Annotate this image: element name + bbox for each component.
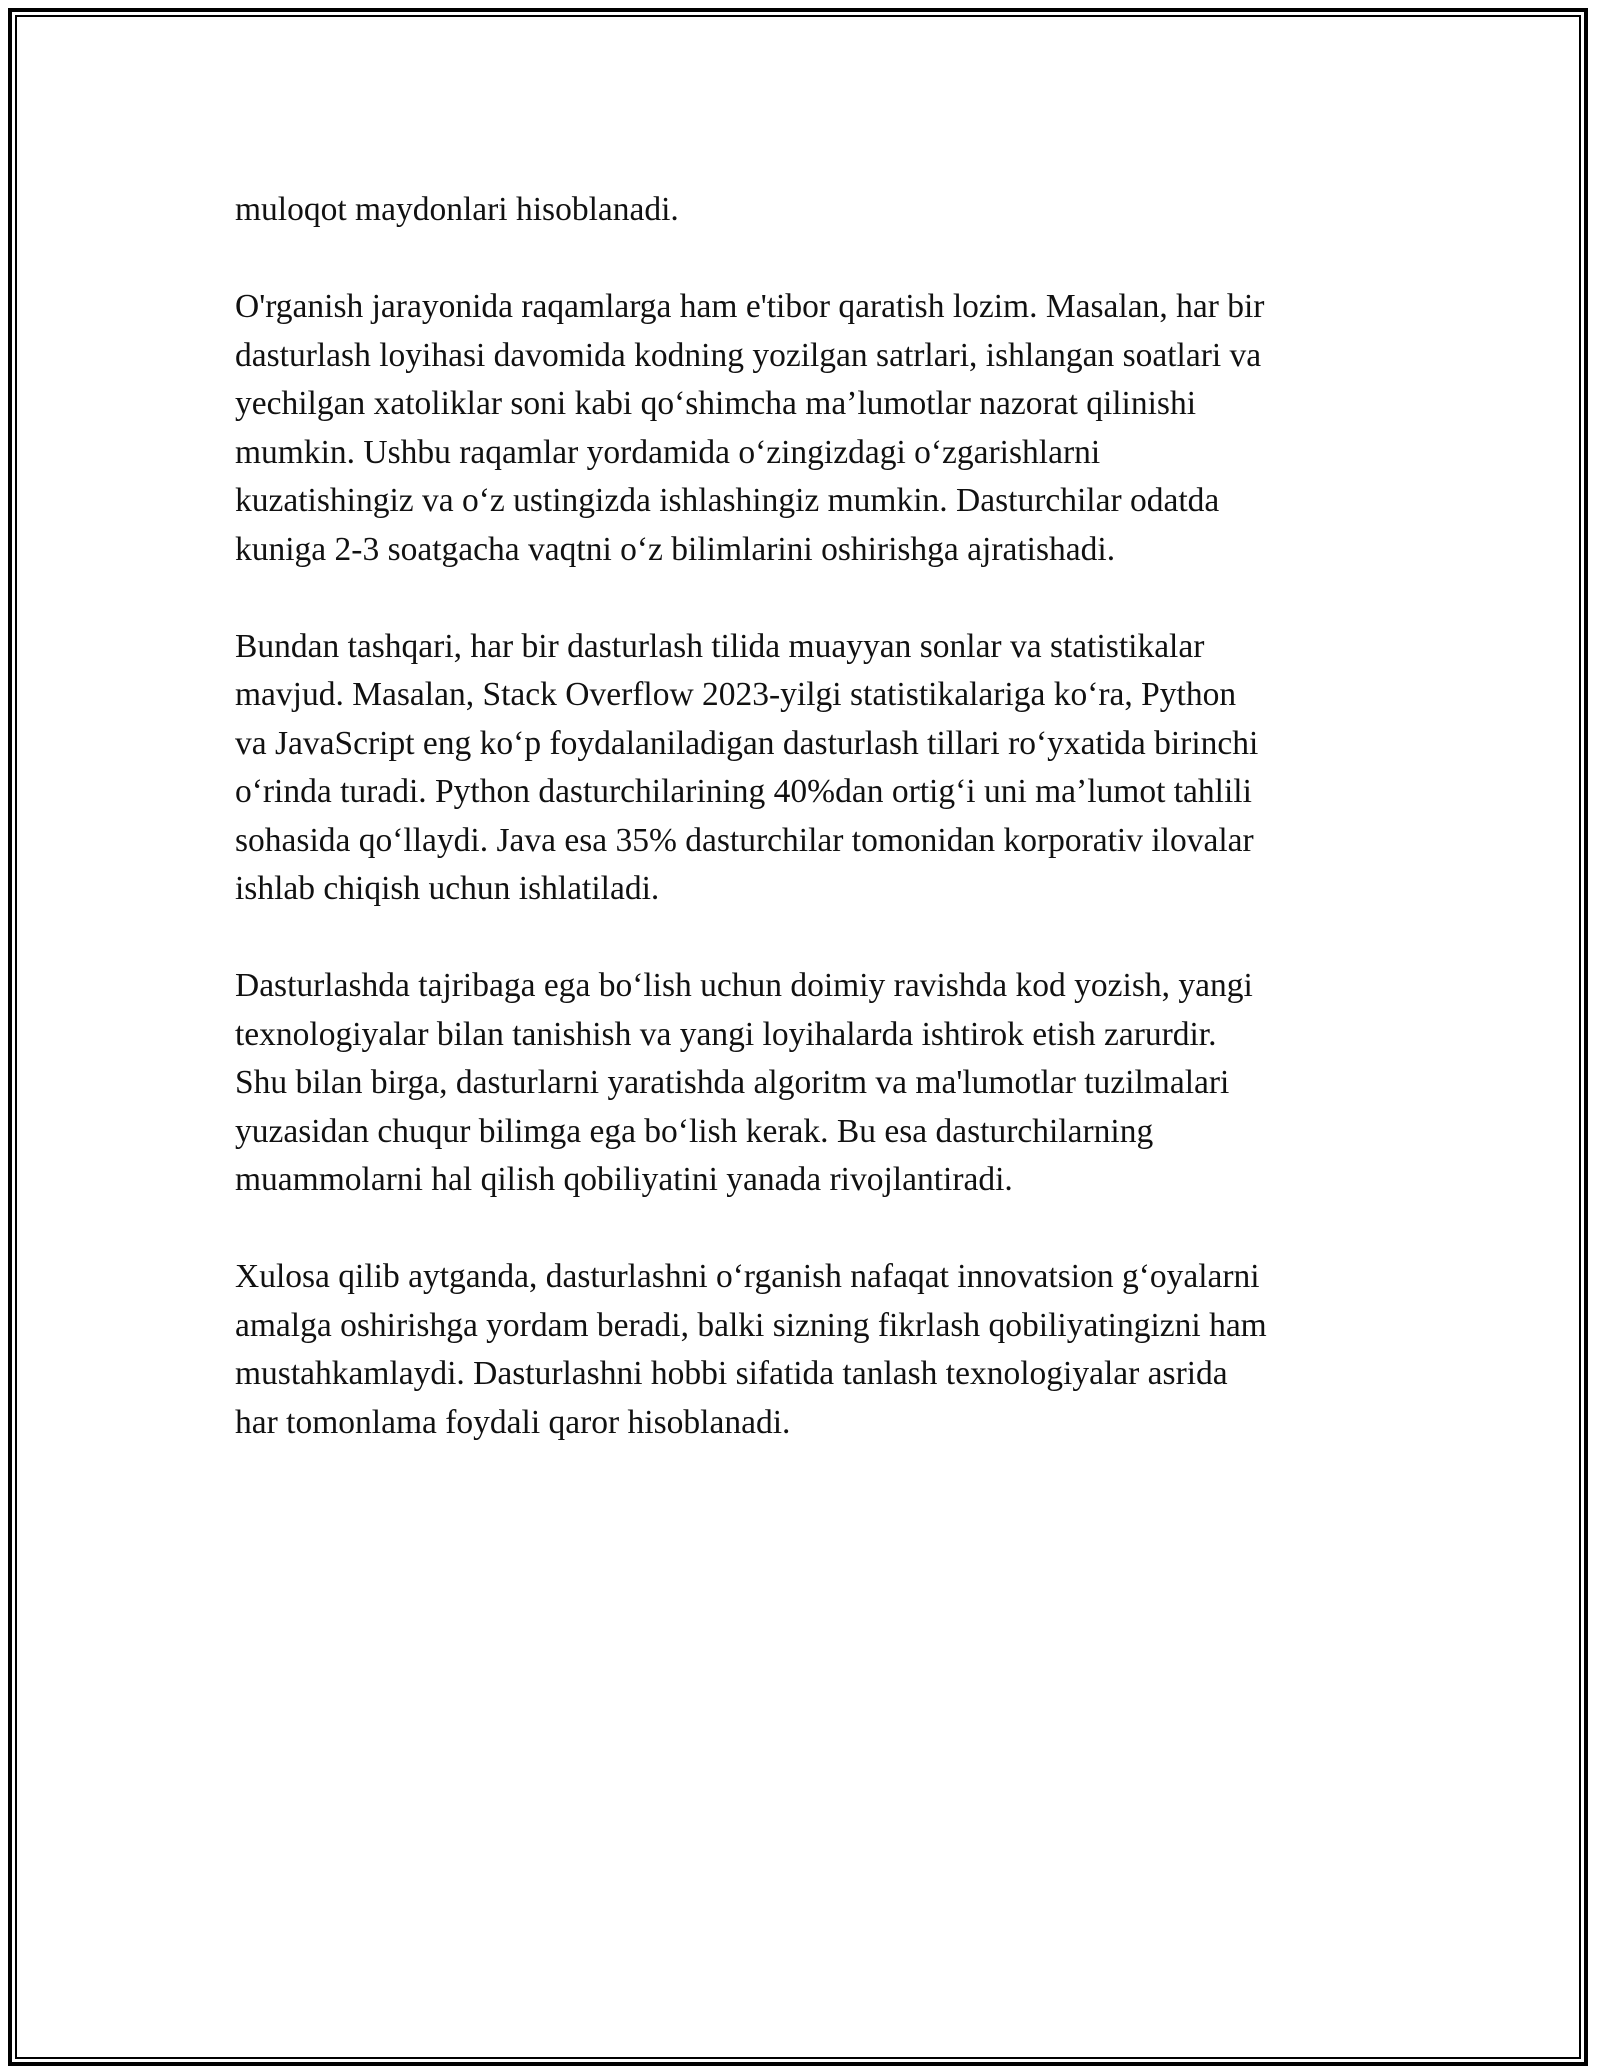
- text-line: ishlab chiqish uchun ishlatiladi.: [235, 870, 660, 907]
- text-line: mavjud. Masalan, Stack Overflow 2023-yilgi statistikalariga ko‘ra, Python: [235, 676, 1237, 713]
- text-line: muammolarni hal qilish qobiliyatini yanada rivojlantiradi.: [235, 1161, 1013, 1198]
- paragraph-1: [235, 186, 1395, 235]
- text-line: sohasida qo‘llaydi. Java esa 35% dasturchilar tomonidan korporativ ilovalar: [235, 821, 1254, 859]
- text-line: muloqot maydonlari hisoblanadi.: [235, 191, 679, 228]
- text-line: o‘rinda turadi. Python dasturchilarining 40%dan ortig‘i uni ma’lumot tahlili: [235, 773, 1252, 810]
- text-line: kuniga 2-3 soatgacha vaqtni o‘z bilimlarini oshirishga ajratishadi.: [235, 530, 1116, 568]
- text-line: amalga oshirishga yordam beradi, balki sizning fikrlash qobiliyatingizni ham: [235, 1306, 1267, 1344]
- paragraph-3: [235, 623, 1395, 914]
- text-line: har tomonlama foydali qaror hisoblanadi.: [235, 1403, 791, 1441]
- text-line: O'rganish jarayonida raqamlarga ham e'tibor qaratish lozim. Masalan, har bir: [235, 288, 1265, 325]
- text-line: Shu bilan birga, dasturlarni yaratishda algoritm va ma'lumotlar tuzilmalari: [235, 1064, 1230, 1101]
- text-line: kuzatishingiz va o‘z ustingizda ishlashingiz mumkin. Dasturchilar odatda: [235, 482, 1220, 519]
- document-body: [235, 186, 1395, 1496]
- text-line: va JavaScript eng ko‘p foydalaniladigan dasturlash tillari ro‘yxatida birinchi: [235, 724, 1259, 762]
- text-line: texnologiyalar bilan tanishish va yangi loyihalarda ishtirok etish zarurdir.: [235, 1015, 1217, 1053]
- text-line: yechilgan xatoliklar soni kabi qo‘shimcha ma’lumotlar nazorat qilinishi: [235, 385, 1197, 422]
- text-line: mustahkamlaydi. Dasturlashni hobbi sifatida tanlash texnologiyalar asrida: [235, 1355, 1228, 1392]
- paragraph-4: [235, 962, 1395, 1205]
- text-line: Dasturlashda tajribaga ega bo‘lish uchun doimiy ravishda kod yozish, yangi: [235, 967, 1253, 1004]
- paragraph-2: [235, 283, 1395, 574]
- text-line: yuzasidan chuqur bilimga ega bo‘lish kerak. Bu esa dasturchilarning: [235, 1112, 1154, 1150]
- text-line: Xulosa qilib aytganda, dasturlashni o‘rganish nafaqat innovatsion g‘oyalarni: [235, 1258, 1260, 1295]
- paragraph-5: [235, 1253, 1395, 1447]
- text-line: Bundan tashqari, har bir dasturlash tilida muayyan sonlar va statistikalar: [235, 627, 1205, 665]
- text-line: mumkin. Ushbu raqamlar yordamida o‘zingizdagi o‘zgarishlarni: [235, 433, 1101, 471]
- text-line: dasturlash loyihasi davomida kodning yozilgan satrlari, ishlangan soatlari va: [235, 336, 1262, 374]
